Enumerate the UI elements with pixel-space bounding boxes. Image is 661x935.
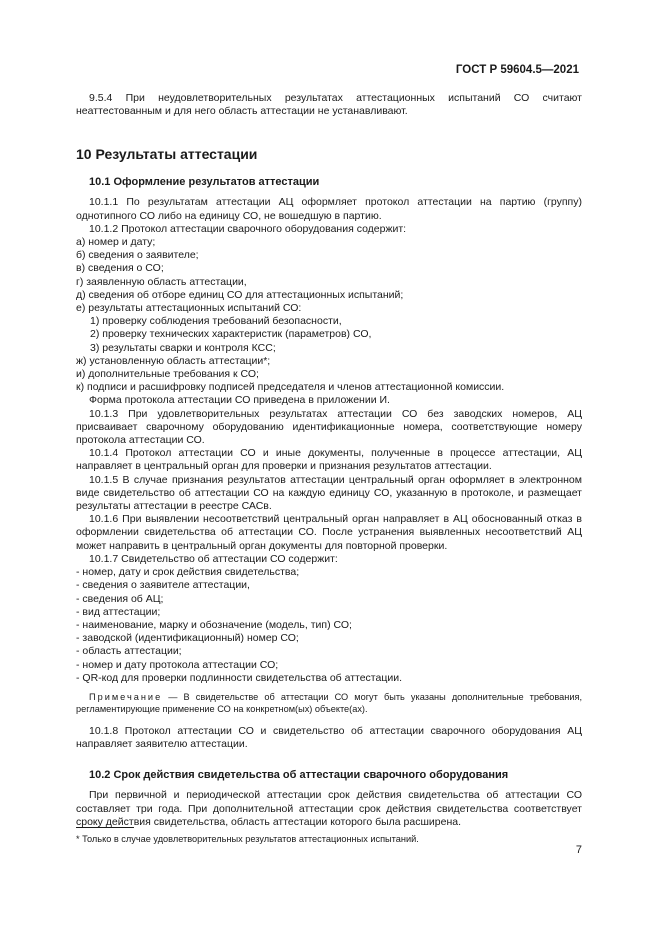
- list-item: в) сведения о СО;: [76, 262, 164, 275]
- paragraph-10-1-2: 10.1.2 Протокол аттестации сварочного оборудования содержит:: [89, 222, 407, 235]
- page-number: 7: [575, 844, 582, 856]
- paragraph-10-2: При первичной и периодической аттестации срок действия свидетельства об аттестации СО составляет три года. При дополнительной аттестации срок действия свидетельства соответствует сроку действия свидетельства, область аттестации которого была расширена.: [76, 789, 582, 828]
- list-item: а) номер и дату;: [76, 236, 156, 249]
- list-item: - область аттестации;: [76, 645, 182, 658]
- footnote-divider: [76, 827, 134, 828]
- list-item: - сведения об АЦ;: [76, 592, 164, 605]
- section-10-1-heading: 10.1 Оформление результатов аттестации: [89, 176, 320, 189]
- paragraph-10-1-3: 10.1.3 При удовлетворительных результатах аттестации СО без заводских номеров, АЦ присваивает сварочному оборудованию идентификационные номера, соответствующие номеру протокола аттестации СО.: [76, 407, 582, 447]
- list-item: - номер, дату и срок действия свидетельства;: [76, 566, 300, 579]
- note-text: — В свидетельстве об аттестации СО могут быть указаны дополнительные требования, регламентирующие применение СО на конкретном(ых) объекте(ах).: [76, 691, 582, 714]
- list-item: ж) установленную область аттестации*;: [76, 354, 271, 367]
- sublist-item: 2) проверку технических характеристик (параметров) СО,: [90, 328, 372, 341]
- list-item: - вид аттестации;: [76, 605, 161, 618]
- list-item: к) подписи и расшифровку подписей председателя и членов аттестационной комиссии.: [76, 381, 505, 394]
- list-item: д) сведения об отборе единиц СО для аттестационных испытаний;: [76, 288, 404, 301]
- sublist-item: 3) результаты сварки и контроля КСС;: [90, 341, 276, 354]
- document-header: ГОСТ Р 59604.5—2021: [455, 64, 579, 76]
- paragraph-9-5-4: 9.5.4 При неудовлетворительных результатах аттестационных испытаний СО считают неаттестованным и для него область аттестации не устанавливают.: [76, 92, 582, 118]
- list-item: г) заявленную область аттестации,: [76, 275, 247, 288]
- footnote: * Только в случае удовлетворительных результатов аттестационных испытаний.: [76, 834, 419, 844]
- list-item: е) результаты аттестационных испытаний СО:: [76, 302, 302, 315]
- list-item: - сведения о заявителе аттестации,: [76, 579, 250, 592]
- paragraph-form: Форма протокола аттестации СО приведена в приложении И.: [89, 394, 390, 407]
- paragraph-10-1-8: 10.1.8 Протокол аттестации СО и свидетельство об аттестации сварочного оборудования АЦ направляет заявителю аттестации.: [76, 724, 582, 751]
- list-item: - заводской (идентификационный) номер СО;: [76, 632, 299, 645]
- paragraph-10-1-7: 10.1.7 Свидетельство об аттестации СО содержит:: [89, 552, 338, 565]
- paragraph-10-1-4: 10.1.4 Протокол аттестации СО и иные документы, полученные в процессе аттестации, АЦ направляет в центральный орган для проверки и признания результатов аттестации.: [76, 447, 582, 473]
- note: [76, 691, 582, 715]
- list-item: и) дополнительные требования к СО;: [76, 368, 259, 381]
- paragraph-10-1-5: 10.1.5 В случае признания результатов аттестации центральный орган оформляет в электронном виде свидетельство об аттестации СО на каждую единицу СО, указанную в протоколе, и размещает результаты аттестации в реестре САСв.: [76, 473, 582, 513]
- list-item: - наименование, марку и обозначение (модель, тип) СО;: [76, 618, 352, 631]
- list-item: - QR-код для проверки подлинности свидетельства об аттестации.: [76, 671, 402, 684]
- note-label: Примечание: [89, 691, 163, 702]
- section-10-heading: 10 Результаты аттестации: [76, 146, 258, 163]
- paragraph-10-1-1: 10.1.1 По результатам аттестации АЦ оформляет протокол аттестации на партию (группу) однотипного СО либо на единицу СО, не вошедшую в партию.: [76, 196, 582, 222]
- section-10-2-heading: 10.2 Срок действия свидетельства об аттестации сварочного оборудования: [89, 769, 509, 782]
- document-body: [76, 92, 582, 829]
- paragraph-10-1-6: 10.1.6 При выявлении несоответствий центральный орган направляет в АЦ обоснованный отказ в оформлении свидетельства об аттестации СО. После устранения выявленных несоответствий АЦ может направить в центральный орган документы для повторной проверки.: [76, 513, 582, 552]
- list-item: б) сведения о заявителе;: [76, 249, 199, 262]
- list-item: - номер и дату протокола аттестации СО;: [76, 658, 279, 671]
- sublist-item: 1) проверку соблюдения требований безопасности,: [90, 315, 342, 328]
